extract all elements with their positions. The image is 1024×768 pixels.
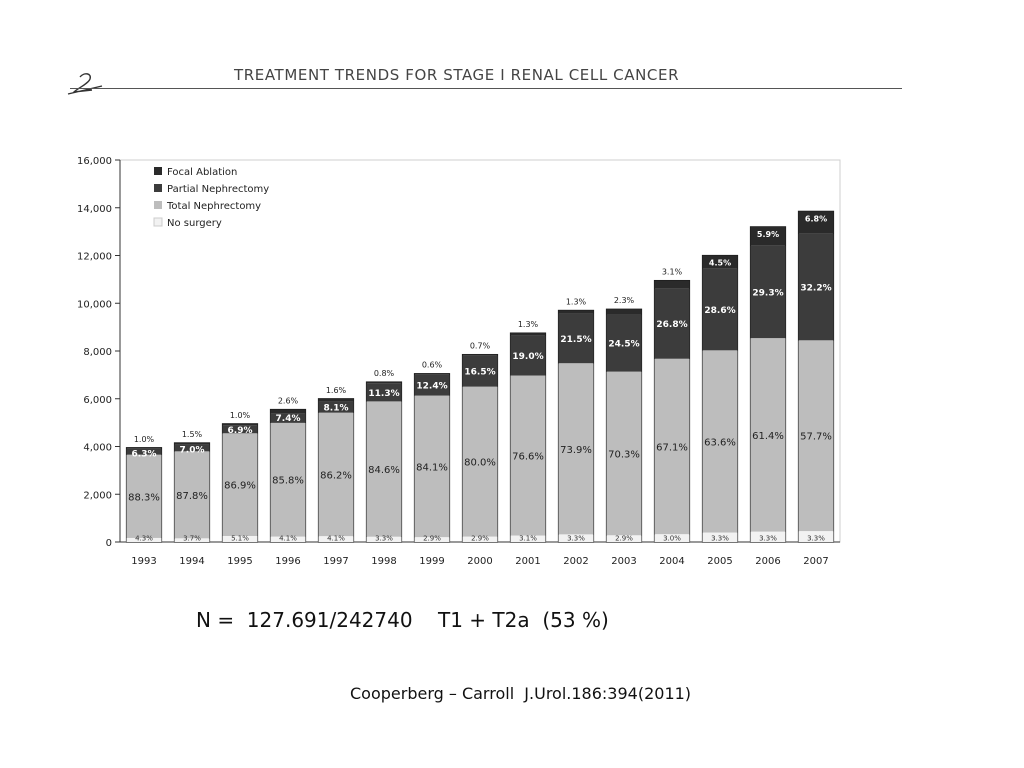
bar-segment-focal-ablation bbox=[175, 443, 210, 444]
sample-size-note: N = 127.691/242740 T1 + T2a (53 %) bbox=[196, 608, 609, 632]
data-label-partial-nephrectomy: 16.5% bbox=[464, 367, 496, 378]
data-label-partial-nephrectomy: 19.0% bbox=[512, 352, 544, 363]
legend-label: Total Nephrectomy bbox=[167, 201, 262, 212]
data-label-partial-nephrectomy: 7.0% bbox=[179, 445, 205, 456]
y-tick-label: 4,000 bbox=[83, 442, 112, 454]
x-tick-label: 2002 bbox=[563, 556, 589, 567]
y-tick-label: 16,000 bbox=[77, 156, 112, 167]
bar-segment-focal-ablation bbox=[559, 310, 594, 313]
data-label-no-surgery: 3.7% bbox=[183, 534, 201, 543]
data-label-total-nephrectomy: 84.6% bbox=[368, 465, 400, 477]
x-tick-label: 1999 bbox=[419, 556, 445, 567]
y-tick-label: 12,000 bbox=[77, 251, 112, 263]
data-label-partial-nephrectomy: 12.4% bbox=[416, 381, 448, 392]
data-label-partial-nephrectomy: 24.5% bbox=[608, 339, 640, 350]
data-label-partial-nephrectomy: 8.1% bbox=[323, 403, 349, 414]
data-label-focal-ablation: 3.1% bbox=[661, 267, 683, 277]
data-label-focal-ablation: 1.3% bbox=[565, 297, 587, 307]
bar-segment-focal-ablation bbox=[127, 448, 162, 449]
citation: Cooperberg – Carroll J.Urol.186:394(2011) bbox=[350, 684, 692, 703]
data-label-partial-nephrectomy: 6.9% bbox=[227, 426, 253, 437]
data-label-partial-nephrectomy: 21.5% bbox=[560, 334, 592, 345]
stacked-bar-chart bbox=[60, 140, 860, 580]
bar-segment-focal-ablation bbox=[367, 382, 402, 383]
data-label-total-nephrectomy: 76.6% bbox=[512, 451, 544, 463]
legend-label: Partial Nephrectomy bbox=[167, 184, 270, 195]
data-label-total-nephrectomy: 86.9% bbox=[224, 480, 256, 492]
bar-segment-focal-ablation bbox=[463, 354, 498, 355]
data-label-partial-nephrectomy: 26.8% bbox=[656, 320, 688, 331]
data-label-no-surgery: 4.1% bbox=[279, 534, 297, 543]
data-label-no-surgery: 3.0% bbox=[663, 534, 681, 543]
data-label-no-surgery: 3.3% bbox=[567, 534, 585, 543]
data-label-partial-nephrectomy: 32.2% bbox=[800, 283, 832, 294]
bar-segment-focal-ablation bbox=[415, 374, 450, 375]
legend-label: Focal Ablation bbox=[167, 167, 238, 178]
bar-segment-focal-ablation bbox=[319, 399, 354, 401]
legend-label: No surgery bbox=[167, 218, 222, 229]
data-label-total-nephrectomy: 63.6% bbox=[704, 437, 736, 449]
x-tick-label: 1994 bbox=[179, 556, 205, 567]
data-label-no-surgery: 4.3% bbox=[135, 534, 153, 543]
x-tick-label: 1998 bbox=[371, 556, 397, 567]
data-label-focal-ablation: 0.6% bbox=[421, 360, 443, 370]
data-label-total-nephrectomy: 70.3% bbox=[608, 449, 640, 461]
data-label-no-surgery: 5.1% bbox=[231, 534, 249, 543]
data-label-total-nephrectomy: 67.1% bbox=[656, 442, 688, 454]
data-label-focal-ablation: 0.8% bbox=[373, 369, 395, 379]
data-label-focal-ablation: 1.5% bbox=[181, 429, 203, 439]
page-title: TREATMENT TRENDS FOR STAGE I RENAL CELL CANCER bbox=[234, 66, 680, 84]
data-label-total-nephrectomy: 86.2% bbox=[320, 470, 352, 482]
data-label-no-surgery: 3.3% bbox=[759, 534, 777, 543]
x-tick-label: 1997 bbox=[323, 556, 349, 567]
legend-swatch bbox=[154, 201, 162, 209]
x-tick-label: 2000 bbox=[467, 556, 493, 567]
y-tick-label: 0 bbox=[105, 538, 112, 549]
data-label-no-surgery: 3.3% bbox=[807, 534, 825, 543]
data-label-no-surgery: 2.9% bbox=[423, 534, 441, 543]
data-label-no-surgery: 3.3% bbox=[375, 534, 393, 543]
data-label-no-surgery: 3.3% bbox=[711, 534, 729, 543]
legend-swatch bbox=[154, 167, 162, 175]
bar-segment-focal-ablation bbox=[271, 410, 306, 413]
data-label-no-surgery: 2.9% bbox=[615, 534, 633, 543]
x-tick-label: 1996 bbox=[275, 556, 301, 567]
x-tick-label: 1993 bbox=[131, 556, 157, 567]
x-tick-label: 2001 bbox=[515, 556, 541, 567]
data-label-focal-ablation: 6.8% bbox=[804, 214, 828, 224]
data-label-focal-ablation: 2.6% bbox=[277, 396, 299, 406]
header-divider bbox=[70, 88, 902, 89]
data-label-partial-nephrectomy: 7.4% bbox=[275, 414, 301, 425]
data-label-total-nephrectomy: 84.1% bbox=[416, 462, 448, 474]
data-label-total-nephrectomy: 85.8% bbox=[272, 475, 304, 487]
legend-swatch bbox=[154, 184, 162, 192]
x-tick-label: 2004 bbox=[659, 556, 685, 567]
data-label-no-surgery: 3.1% bbox=[519, 534, 537, 543]
y-tick-label: 2,000 bbox=[83, 490, 112, 502]
y-tick-label: 14,000 bbox=[77, 203, 112, 215]
bar-segment-focal-ablation bbox=[223, 424, 258, 425]
data-label-focal-ablation: 1.0% bbox=[133, 434, 155, 444]
handwritten-page-number bbox=[66, 70, 106, 96]
data-label-total-nephrectomy: 57.7% bbox=[800, 431, 832, 443]
y-tick-label: 6,000 bbox=[83, 394, 112, 406]
x-tick-label: 2007 bbox=[803, 556, 829, 567]
data-label-focal-ablation: 5.9% bbox=[756, 230, 780, 240]
data-label-focal-ablation: 1.3% bbox=[517, 320, 539, 330]
data-label-no-surgery: 4.1% bbox=[327, 534, 345, 543]
y-tick-label: 8,000 bbox=[83, 347, 112, 358]
x-tick-label: 1995 bbox=[227, 556, 253, 567]
data-label-partial-nephrectomy: 11.3% bbox=[368, 388, 400, 399]
data-label-focal-ablation: 2.3% bbox=[613, 296, 635, 306]
data-label-focal-ablation: 4.5% bbox=[708, 258, 732, 268]
data-label-total-nephrectomy: 61.4% bbox=[752, 430, 784, 442]
y-tick-label: 10,000 bbox=[77, 299, 112, 311]
data-label-partial-nephrectomy: 29.3% bbox=[752, 288, 784, 299]
x-tick-label: 2006 bbox=[755, 556, 781, 567]
x-tick-label: 2005 bbox=[707, 556, 733, 567]
bar-segment-focal-ablation bbox=[655, 281, 690, 289]
x-tick-label: 2003 bbox=[611, 556, 637, 567]
data-label-total-nephrectomy: 88.3% bbox=[128, 492, 160, 504]
data-label-total-nephrectomy: 87.8% bbox=[176, 490, 208, 502]
data-label-focal-ablation: 1.0% bbox=[229, 410, 251, 420]
data-label-total-nephrectomy: 80.0% bbox=[464, 457, 496, 469]
data-label-focal-ablation: 0.7% bbox=[469, 341, 491, 351]
legend-swatch bbox=[154, 218, 162, 226]
data-label-total-nephrectomy: 73.9% bbox=[560, 444, 592, 456]
bar-segment-focal-ablation bbox=[607, 309, 642, 314]
data-label-partial-nephrectomy: 6.3% bbox=[131, 449, 157, 460]
data-label-focal-ablation: 1.6% bbox=[325, 385, 347, 395]
data-label-no-surgery: 2.9% bbox=[471, 534, 489, 543]
data-label-partial-nephrectomy: 28.6% bbox=[704, 305, 736, 316]
bar-segment-focal-ablation bbox=[511, 333, 546, 336]
